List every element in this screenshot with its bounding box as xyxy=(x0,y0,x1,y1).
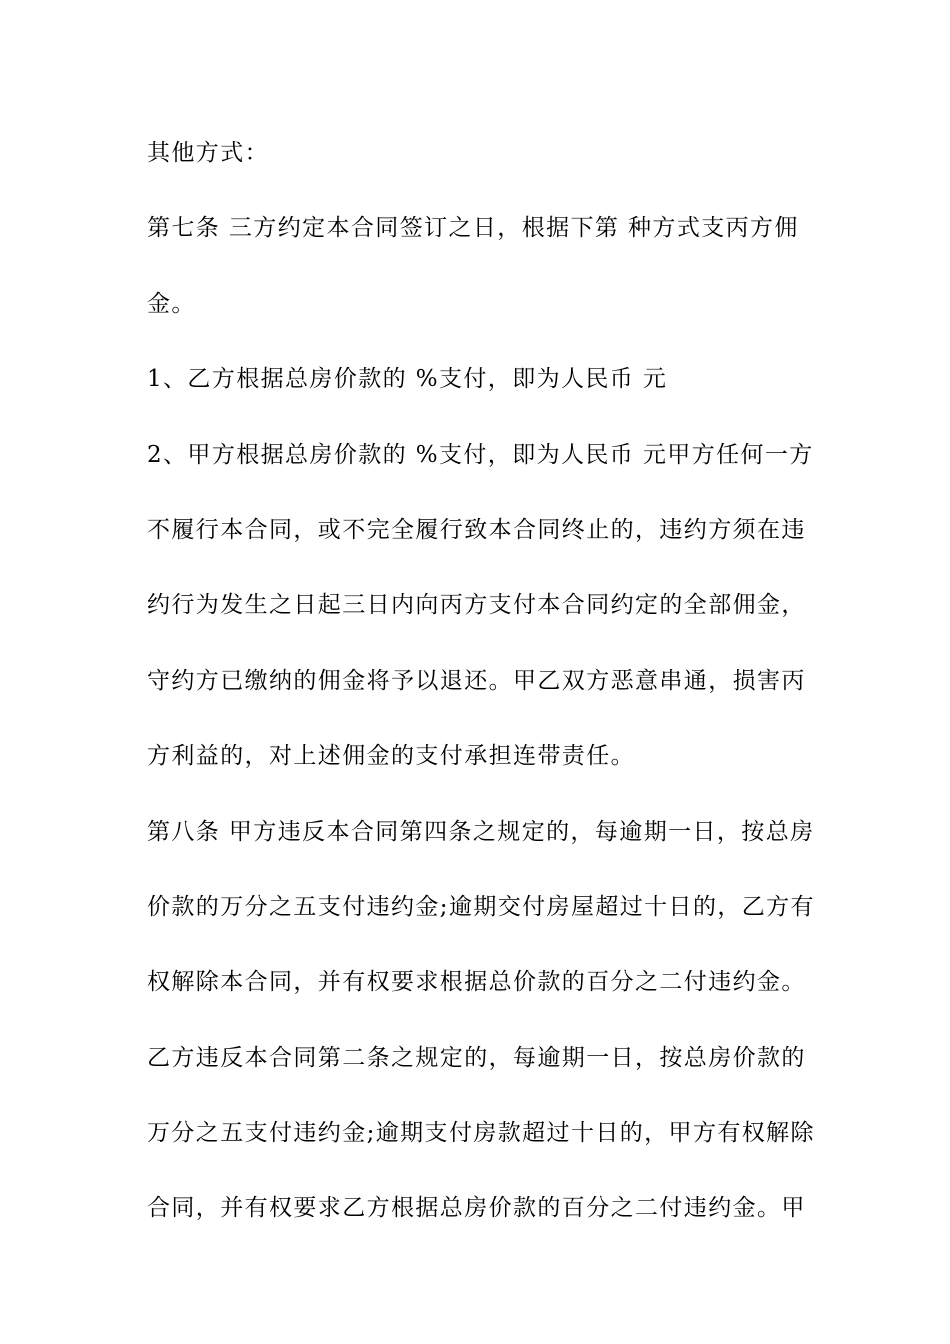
text-line: 方利益的，对上述佣金的支付承担连带责任。 xyxy=(147,743,635,770)
text-line: 其他方式： xyxy=(147,140,269,166)
text-line: 第七条 三方约定本合同签订之日，根据下第 种方式支丙方佣 xyxy=(147,215,799,242)
text-line: 2、甲方根据总房价款的 %支付，即为人民币 元甲方任何一方 xyxy=(147,441,814,468)
text-line: 约行为发生之日起三日内向丙方支付本合同约定的全部佣金， xyxy=(147,592,806,619)
text-line: 金。 xyxy=(147,290,196,317)
text-line: 价款的万分之五支付违约金;逾期交付房屋超过十日的，乙方有 xyxy=(147,893,815,920)
text-line: 1、乙方根据总房价款的 %支付，即为人民币 元 xyxy=(147,366,668,393)
text-line: 万分之五支付违约金;逾期支付房款超过十日的，甲方有权解除 xyxy=(147,1120,815,1147)
text-line: 第八条 甲方违反本合同第四条之规定的，每逾期一日，按总房 xyxy=(147,818,815,845)
text-line: 守约方已缴纳的佣金将予以退还。甲乙双方恶意串通，损害丙 xyxy=(147,667,806,694)
text-line: 合同，并有权要求乙方根据总房价款的百分之二付违约金。甲 xyxy=(147,1195,806,1222)
contract-text-body xyxy=(147,128,817,1259)
text-line: 权解除本合同，并有权要求根据总价款的百分之二付违约金。 xyxy=(147,969,806,996)
text-line: 不履行本合同，或不完全履行致本合同终止的，违约方须在违 xyxy=(147,516,806,543)
text-line: 乙方违反本合同第二条之规定的，每逾期一日，按总房价款的 xyxy=(147,1044,806,1071)
